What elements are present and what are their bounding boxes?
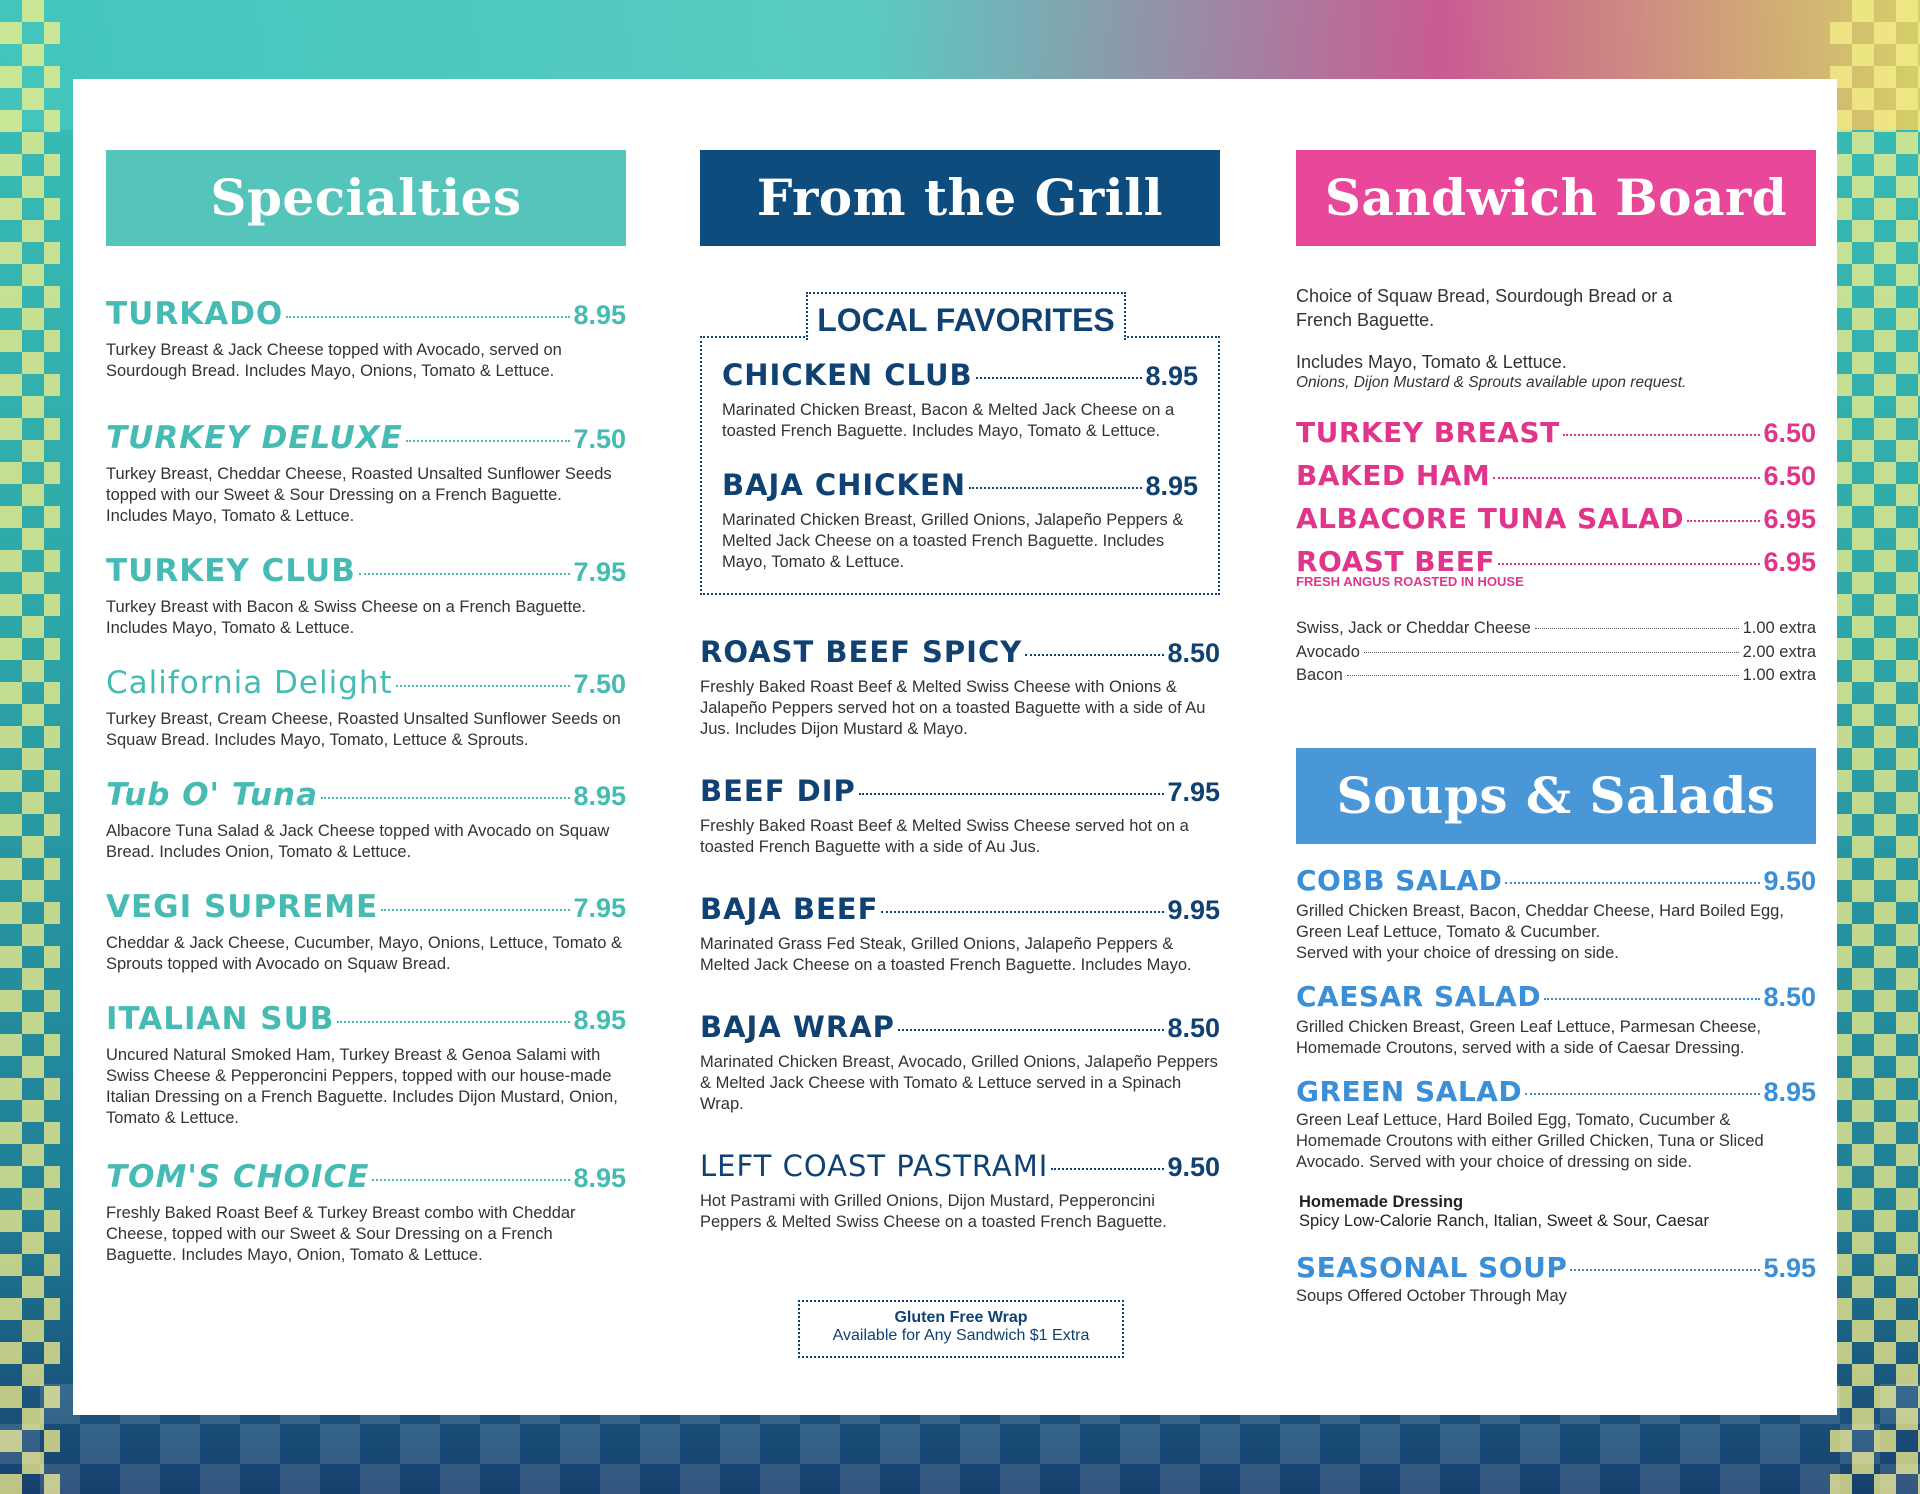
item-description: Freshly Baked Roast Beef & Melted Swiss Cheese with Onions & Jalapeño Peppers served hot on a toasted Baguette with a side of Au Jus. Includes Dijon Mustard & Mayo. [700,678,1206,738]
extra-row [1296,664,1816,688]
menu-item [700,1010,1220,1115]
menu-item [1296,416,1816,449]
sandwich-column [1296,150,1816,1307]
local-favorites-box [700,302,1220,595]
item-price: 6.95 [1763,504,1816,534]
grill-column [700,150,1220,1233]
dressing-list: Spicy Low-Calorie Ranch, Italian, Sweet & Sour, Caesar [1299,1211,1709,1230]
item-name: Tub O' Tuna [106,777,319,813]
item-description: Freshly Baked Roast Beef & Turkey Breast combo with Cheddar Cheese, topped with our Sweet & Sour Dressing on a French Baguette. Includes Mayo, Onion, Tomato & Lettuce. [106,1204,576,1264]
menu-item [106,1159,626,1266]
item-price: 8.95 [573,300,626,330]
item-name: COBB SALAD [1296,863,1503,897]
item-description: Turkey Breast & Jack Cheese topped with Avocado, served on Sourdough Bread. Includes Mayo, Onions, Tomato & Lettuce. [106,341,562,380]
item-name: TURKEY BREAST [1296,416,1560,449]
item-name: BAJA WRAP [700,1010,895,1044]
item-name: BAKED HAM [1296,459,1491,492]
item-description: Hot Pastrami with Grilled Onions, Dijon Mustard, Pepperoncini Peppers & Melted Swiss Cheese on a toasted French Baguette. [700,1192,1167,1231]
item-name: BAJA BEEF [700,892,879,926]
item-price: 8.95 [573,1005,626,1035]
item-description-extra: Served with your choice of dressing on side. [1296,943,1619,962]
extra-row [1296,617,1816,641]
roast-beef-note: FRESH ANGUS ROASTED IN HOUSE [1296,574,1524,589]
item-price: 7.95 [573,557,626,587]
item-price: 6.95 [1763,547,1816,577]
menu-item [722,468,1198,573]
item-description: Freshly Baked Roast Beef & Melted Swiss Cheese served hot on a toasted French Baguette with a side of Au Jus. [700,817,1189,856]
extra-name: Swiss, Jack or Cheddar Cheese [1296,619,1531,637]
menu-item [700,892,1220,976]
item-name: LEFT COAST PASTRAMI [700,1149,1049,1183]
item-price: 9.95 [1167,895,1220,925]
extra-price: 1.00 extra [1742,666,1816,684]
menu-item [700,635,1220,740]
item-name: TOM'S CHOICE [106,1159,370,1195]
item-price: 6.50 [1763,461,1816,491]
item-name: ROAST BEEF SPICY [700,635,1023,669]
item-price: 5.95 [1763,1252,1816,1283]
grill-heading: From the Grill [700,150,1220,246]
item-description: Cheddar & Jack Cheese, Cucumber, Mayo, Onions, Lettuce, Tomato & Sprouts topped with Avocado on Squaw Bread. [106,934,623,973]
gluten-free-subtitle: Available for Any Sandwich $1 Extra [832,1327,1090,1344]
item-price: 8.95 [1145,361,1198,391]
extra-row [1296,641,1816,665]
item-name: ALBACORE TUNA SALAD [1296,502,1685,535]
item-description: Marinated Grass Fed Steak, Grilled Onions, Jalapeño Peppers & Melted Jack Cheese on a toasted French Baguette. Includes Mayo. [700,935,1192,974]
menu-item [106,777,626,863]
item-price: 8.95 [1145,471,1198,501]
menu-item [106,420,626,527]
dressing-note [1296,1193,1816,1231]
item-description: Soups Offered October Through May [1296,1286,1567,1305]
menu-item [722,358,1198,442]
item-description: Green Leaf Lettuce, Hard Boiled Egg, Tomato, Cucumber & Homemade Croutons with either Grilled Chicken, Tuna or Sliced Avocado. Served with your choice of dressing on side. [1296,1110,1764,1171]
soups-salads-heading: Soups & Salads [1296,748,1816,844]
item-description: Albacore Tuna Salad & Jack Cheese topped with Avocado on Squaw Bread. Includes Onion, Tomato & Lettuce. [106,822,610,861]
dressing-title: Homemade Dressing [1299,1192,1464,1211]
menu-item [700,1149,1220,1233]
sandwich-includes: Includes Mayo, Tomato & Lettuce. [1296,352,1567,372]
menu-item [1296,864,1816,964]
item-description: Marinated Chicken Breast, Grilled Onions, Jalapeño Peppers & Melted Jack Cheese on a toasted French Baguette. Includes Mayo, Tomato & Lettuce. [722,511,1184,571]
extra-name: Bacon [1296,666,1343,684]
item-name: ITALIAN SUB [106,1001,335,1037]
item-price: 8.95 [1763,1076,1816,1107]
item-price: 6.50 [1763,418,1816,448]
specialties-heading: Specialties [106,150,626,246]
menu-item [106,665,626,751]
local-favorites-title: LOCAL FAVORITES [806,292,1126,340]
item-name: SEASONAL SOUP [1296,1250,1568,1284]
item-description: Grilled Chicken Breast, Green Leaf Lettuce, Parmesan Cheese, Homemade Croutons, served with a side of Caesar Dressing. [1296,1017,1761,1057]
item-description: Marinated Chicken Breast, Avocado, Grilled Onions, Jalapeño Peppers & Melted Jack Cheese with Tomato & Lettuce served in a Spinach Wrap. [700,1053,1218,1113]
menu-item [106,1001,626,1129]
item-name: TURKEY CLUB [106,553,356,589]
item-description: Marinated Chicken Breast, Bacon & Melted Jack Cheese on a toasted French Baguette. Includes Mayo, Tomato & Lettuce. [722,401,1175,440]
sandwich-intro: Choice of Squaw Bread, Sourdough Bread or a French Baguette. [1296,286,1673,330]
item-name: TURKEY DELUXE [106,420,403,456]
menu-item [1296,1251,1816,1307]
item-name: ROAST BEEF [1296,545,1496,578]
specialties-column [106,150,626,1266]
gluten-free-note [798,1300,1124,1358]
menu-item [1296,502,1816,535]
item-price: 8.50 [1167,1013,1220,1043]
menu-item [106,553,626,639]
extras-list [1296,617,1816,688]
checker-border-right [1830,0,1920,1494]
item-price: 7.50 [573,424,626,454]
checker-border-left [0,0,60,1494]
item-description: Uncured Natural Smoked Ham, Turkey Breast & Genoa Salami with Swiss Cheese & Pepperoncini Peppers, topped with our house-made Italian Dressing on a French Baguette. Includes Dijon Mustard, Onion, Tomato & Lettuce. [106,1046,618,1127]
extra-price: 1.00 extra [1742,619,1816,637]
menu-item [1296,980,1816,1059]
menu-item [1296,459,1816,492]
menu-item [1296,1075,1816,1173]
extra-name: Avocado [1296,642,1360,661]
item-description: Turkey Breast, Cream Cheese, Roasted Unsalted Sunflower Seeds on Squaw Bread. Includes Mayo, Tomato, Lettuce & Sprouts. [106,710,621,749]
item-price: 7.95 [573,893,626,923]
menu-item [106,889,626,975]
item-price: 8.50 [1167,638,1220,668]
item-description: Grilled Chicken Breast, Bacon, Cheddar Cheese, Hard Boiled Egg, Green Leaf Lettuce, Tomato & Cucumber. [1296,901,1784,941]
item-price: 9.50 [1167,1152,1220,1182]
extra-price: 2.00 extra [1742,642,1816,661]
item-name: CHICKEN CLUB [722,358,973,392]
item-name: BEEF DIP [700,774,856,808]
item-price: 8.50 [1763,981,1816,1012]
item-name: GREEN SALAD [1296,1074,1523,1108]
item-name: CAESAR SALAD [1296,979,1542,1013]
item-price: 8.95 [573,781,626,811]
sandwich-note: Onions, Dijon Mustard & Sprouts available upon request. [1296,374,1687,391]
item-name: TURKADO [106,296,284,332]
menu-item [1296,545,1816,589]
gluten-free-title: Gluten Free Wrap [894,1309,1028,1326]
item-price: 7.50 [573,669,626,699]
item-name: California Delight [106,665,393,701]
sandwich-board-heading: Sandwich Board [1296,150,1816,246]
item-price: 7.95 [1167,777,1220,807]
item-description: Turkey Breast, Cheddar Cheese, Roasted Unsalted Sunflower Seeds topped with our Sweet & Sour Dressing on a French Baguette. Includes Mayo, Tomato & Lettuce. [106,465,612,525]
item-description: Turkey Breast with Bacon & Swiss Cheese on a French Baguette. Includes Mayo, Tomato & Lettuce. [106,598,586,637]
item-name: BAJA CHICKEN [722,468,967,502]
item-price: 8.95 [573,1163,626,1193]
menu-item [700,774,1220,858]
item-name: VEGI SUPREME [106,889,379,925]
item-price: 9.50 [1763,865,1816,896]
menu-item [106,296,626,382]
